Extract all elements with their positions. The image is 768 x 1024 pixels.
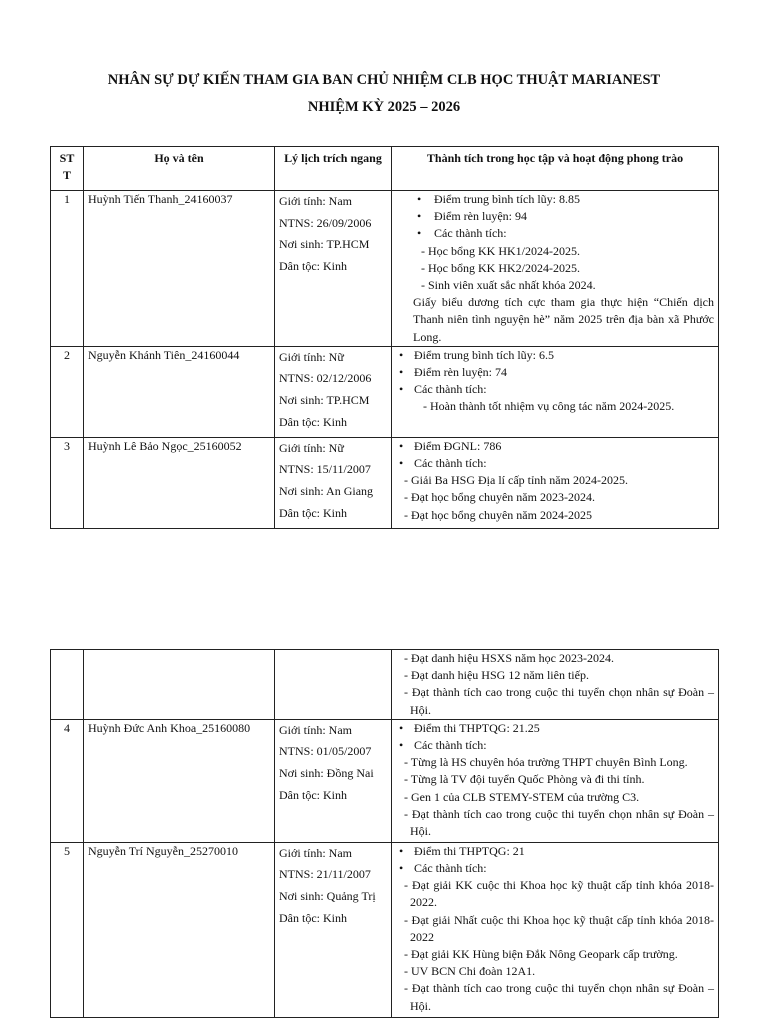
row-stt: 5 <box>51 842 84 1017</box>
achievement-item: - Từng là HS chuyên hóa trường THPT chuyên Bình Long. <box>404 755 688 770</box>
document-subtitle: NHIỆM KỲ 2025 – 2026 <box>307 99 461 115</box>
row-bio <box>275 719 392 842</box>
bio-ethnicity: Dân tộc: Kinh <box>279 505 347 520</box>
table-row <box>51 346 719 437</box>
row-stt: 4 <box>51 719 84 842</box>
bio-ethnicity: Dân tộc: Kinh <box>279 787 347 802</box>
bio-ethnicity: Dân tộc: Kinh <box>279 910 347 925</box>
row-stt: 1 <box>51 191 84 347</box>
bio-ethnicity: Dân tộc: Kinh <box>279 414 347 429</box>
table-row <box>51 842 719 1017</box>
achievement-bullet: • Các thành tích: <box>396 737 714 754</box>
bio-gender: Giới tính: Nam <box>279 194 353 208</box>
achievement-item: - Đạt học bổng chuyên năm 2023-2024. <box>404 490 595 505</box>
achievement-bullet: • Điểm thi THPTQG: 21 <box>396 843 714 860</box>
achievement-bullet: • Điểm thi THPTQG: 21.25 <box>396 720 714 737</box>
row-achievements <box>392 650 719 720</box>
achievement-bullet: • Điểm ĐGNL: 786 <box>396 438 714 455</box>
row-stt: 3 <box>51 437 84 528</box>
row-bio <box>275 650 392 720</box>
table-row <box>51 191 719 347</box>
achievement-bullet: • Điểm rèn luyện: 74 <box>396 364 714 381</box>
achievement-item: - Giải Ba HSG Địa lí cấp tỉnh năm 2024-2025. <box>404 473 628 488</box>
row-bio <box>275 191 392 347</box>
achievement-bullet: • Các thành tích: <box>396 381 714 398</box>
row-bio <box>275 842 392 1017</box>
achievement-item: - Đạt thành tích cao trong cuộc thi tuyển chọn nhân sự Đoàn – Hội. <box>404 981 714 1013</box>
personnel-table <box>50 146 719 529</box>
bio-birthplace: Nơi sinh: TP.HCM <box>279 393 370 408</box>
table-row <box>51 437 719 528</box>
row-achievements <box>392 437 719 528</box>
row-name <box>84 650 275 720</box>
achievement-item: - Đạt giải Nhất cuộc thi Khoa học kỹ thuật cấp tỉnh khóa 2018-2022 <box>404 912 714 944</box>
bio-birthplace: Nơi sinh: Đồng Nai <box>279 766 374 780</box>
achievement-paragraph: Giấy biểu dương tích cực tham gia thực hiện “Chiến dịch Thanh niên tình nguyện hè” năm 2025 trên địa bàn xã Phước Long. <box>413 295 714 344</box>
achievement-item: - UV BCN Chi đoàn 12A1. <box>404 964 536 979</box>
achievement-item: - Đạt danh hiệu HSG 12 năm liên tiếp. <box>404 668 589 683</box>
achievement-item: - Gen 1 của CLB STEMY-STEM của trường C3. <box>404 789 640 804</box>
row-achievements <box>392 842 719 1017</box>
bio-birthplace: Nơi sinh: Quảng Trị <box>279 889 376 903</box>
row-achievements <box>392 719 719 842</box>
bio-dob: NTNS: 02/12/2006 <box>279 371 372 386</box>
achievement-bullet: • Các thành tích: <box>396 225 714 242</box>
header-achievements: Thành tích trong học tập và hoạt động phong trào <box>392 147 719 191</box>
bio-dob: NTNS: 26/09/2006 <box>279 215 372 230</box>
row-achievements <box>392 191 719 347</box>
bio-birthplace: Nơi sinh: An Giang <box>279 484 374 499</box>
row-name: Huỳnh Lê Bảo Ngọc_25160052 <box>84 437 275 528</box>
table-row <box>51 719 719 842</box>
bio-ethnicity: Dân tộc: Kinh <box>279 258 347 273</box>
achievement-bullet: • Điểm rèn luyện: 94 <box>396 208 714 225</box>
document-title: NHÂN SỰ DỰ KIẾN THAM GIA BAN CHỦ NHIỆM CLB HỌC THUẬT MARIANEST <box>107 72 661 88</box>
bio-dob: NTNS: 21/11/2007 <box>279 867 371 882</box>
row-bio <box>275 437 392 528</box>
header-stt: ST T <box>51 147 84 191</box>
bio-birthplace: Nơi sinh: TP.HCM <box>279 237 370 252</box>
header-bio: Lý lịch trích ngang <box>275 147 392 191</box>
bio-gender: Giới tính: Nam <box>279 722 353 737</box>
achievement-bullet: • Điểm trung bình tích lũy: 8.85 <box>396 191 714 208</box>
achievement-item: - Đạt học bổng chuyên năm 2024-2025 <box>404 507 592 522</box>
personnel-table-continued <box>50 649 719 1018</box>
row-name: Nguyễn Trí Nguyễn_25270010 <box>84 842 275 1017</box>
achievement-item: - Đạt danh hiệu HSXS năm học 2023-2024. <box>404 651 614 665</box>
achievement-bullet: • Các thành tích: <box>396 455 714 472</box>
bio-gender: Giới tính: Nữ <box>279 349 344 364</box>
achievement-item: - Đạt thành tích cao trong cuộc thi tuyển chọn nhân sự Đoàn – Hội. <box>404 685 714 717</box>
achievement-item: - Từng là TV đội tuyển Quốc Phòng và đi thi tỉnh. <box>404 772 645 787</box>
row-name: Huỳnh Tiến Thanh_24160037 <box>84 191 275 347</box>
achievement-item: - Đạt giải KK cuộc thi Khoa học kỹ thuật cấp tỉnh khóa 2018-2022. <box>404 878 714 910</box>
row-bio <box>275 346 392 437</box>
achievement-bullet: • Các thành tích: <box>396 860 714 877</box>
bio-dob: NTNS: 15/11/2007 <box>279 462 371 477</box>
achievement-item: - Đạt giải KK Hùng biện Đắk Nông Geopark cấp trường. <box>404 947 678 962</box>
table-row-continuation <box>51 650 719 720</box>
achievement-item: - Học bổng KK HK2/2024-2025. <box>421 260 580 275</box>
table-header-row <box>51 147 719 191</box>
row-name: Huỳnh Đức Anh Khoa_25160080 <box>84 719 275 842</box>
row-stt: 2 <box>51 346 84 437</box>
bio-gender: Giới tính: Nam <box>279 845 353 860</box>
row-name: Nguyễn Khánh Tiên_24160044 <box>84 346 275 437</box>
achievement-bullet: • Điểm trung bình tích lũy: 6.5 <box>396 347 714 364</box>
achievement-item: - Hoàn thành tốt nhiệm vụ công tác năm 2024-2025. <box>423 399 675 414</box>
bio-dob: NTNS: 01/05/2007 <box>279 744 372 759</box>
achievement-item: - Đạt thành tích cao trong cuộc thi tuyển chọn nhân sự Đoàn – Hội. <box>404 806 714 839</box>
row-stt <box>51 650 84 720</box>
row-achievements <box>392 346 719 437</box>
header-name: Họ và tên <box>84 147 275 191</box>
bio-gender: Giới tính: Nữ <box>279 440 344 455</box>
achievement-item: - Sinh viên xuất sắc nhất khóa 2024. <box>421 278 596 293</box>
achievement-item: - Học bổng KK HK1/2024-2025. <box>421 243 580 258</box>
